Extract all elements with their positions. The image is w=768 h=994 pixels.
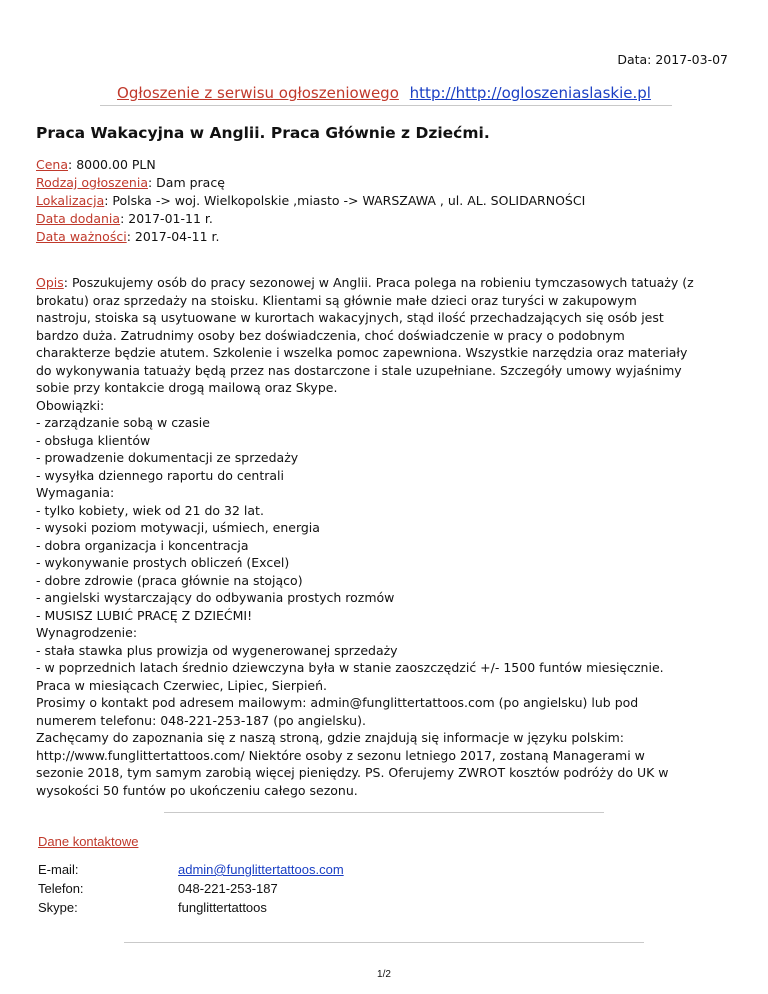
description-line: - tylko kobiety, wiek od 21 do 32 lat. (36, 502, 264, 518)
description-text: : Poszukujemy osób do pracy sezonowej w Anglii. Praca polega na robieniu tymczasowych tatuaży (z (63, 275, 694, 290)
listing-title: Praca Wakacyjna w Anglii. Praca Głównie z Dziećmi. (36, 124, 490, 142)
description-line: do wykonywania tatuaży będą przez nas dostarczone i stale uzupełniane. Szczegóły umowy wyjaśnimy (36, 362, 682, 378)
description-line: - prowadzenie dokumentacji ze sprzedaży (36, 450, 299, 465)
meta-key-type: Rodzaj ogłoszenia (36, 175, 148, 190)
description-line: Wynagrodzenie: (36, 625, 138, 640)
description-line: - angielski wystarczający do odbywania prostych rozmów (36, 590, 395, 605)
meta-value-location: : Polska -> woj. Wielkopolskie ,miasto -> WARSZAWA , ul. AL. SOLIDARNOŚCI (104, 193, 586, 208)
contact-table (38, 860, 344, 917)
print-date: Data: 2017-03-07 (617, 52, 728, 67)
description-line: sobie przy kontakcie drogą mailową oraz Skype. (36, 380, 338, 395)
page-number: 1/2 (377, 969, 391, 980)
listing-description (36, 274, 736, 799)
description-line: - zarządzanie sobą w czasie (36, 415, 210, 430)
description-line: charakterze będzie atutem. Szkolenie i wszelka pomoc zapewniona. Wszystkie narzędzia oraz materiały (36, 345, 688, 360)
contact-row-email (38, 860, 344, 879)
meta-row-price (36, 156, 585, 174)
description-line: nastroju, stoiska są usytuowane w kurortach wakacyjnych, stąd ilość przechadzających się osób jest (36, 310, 664, 325)
description-line: Obowiązki: (36, 397, 105, 413)
meta-row-type (36, 174, 585, 192)
meta-row-added (36, 210, 585, 228)
listing-meta (36, 156, 585, 246)
meta-value-type: : Dam pracę (147, 175, 225, 190)
description-line: - wykonywanie prostych obliczeń (Excel) (36, 555, 290, 570)
description-line: wysokości 50 funtów po ukończeniu całego sezonu. (36, 782, 358, 798)
divider-bottom (124, 942, 644, 943)
description-line: bardzo duża. Zatrudnimy osoby bez doświadczenia, choć doświadczenie w pracy o podobnym (36, 327, 625, 343)
meta-key-added: Data dodania (36, 211, 121, 226)
description-line: Zachęcamy do zapoznania się z naszą stroną, gdzie znajdują się informacje w języku polskim: (36, 730, 624, 745)
source-label: Ogłoszenie z serwisu ogłoszeniowego (117, 84, 399, 102)
description-line: http://www.funglittertattoos.com/ Niektóre osoby z sezonu letniego 2017, zostaną Managerami w (36, 747, 645, 763)
description-line: Praca w miesiącach Czerwiec, Lipiec, Sierpień. (36, 677, 328, 693)
meta-value-price: : 8000.00 PLN (68, 157, 156, 172)
description-key: Opis (36, 275, 64, 290)
source-line (0, 84, 768, 102)
description-line: brokatu) oraz sprzedaży na stoisku. Klientami są głównie małe dzieci oraz turyści w zakupowym (36, 292, 637, 308)
source-link[interactable]: http://http://ogloszeniaslaskie.pl (409, 84, 651, 102)
description-line: - wysyłka dziennego raportu do centrali (36, 467, 284, 483)
contact-section-title: Dane kontaktowe (38, 834, 139, 849)
contact-email-link[interactable]: admin@funglittertattoos.com (178, 862, 344, 877)
description-line: numerem telefonu: 048-221-253-187 (po angielsku). (36, 712, 366, 728)
divider-middle (164, 812, 604, 813)
contact-label-email: E-mail: (38, 862, 79, 877)
contact-label-phone: Telefon: (38, 881, 84, 896)
description-line: - stała stawka plus prowizja od wygenerowanej sprzedaży (36, 642, 398, 658)
contact-phone-value: 048-221-253-187 (178, 881, 278, 896)
description-line: Wymagania: (36, 485, 115, 500)
meta-row-expiry (36, 228, 585, 246)
contact-label-skype: Skype: (38, 900, 78, 915)
description-line: sezonie 2018, tym samym zarobią więcej pieniędzy. PS. Oferujemy ZWROT kosztów podróży do UK w (36, 765, 669, 780)
description-line: - wysoki poziom motywacji, uśmiech, energia (36, 520, 320, 535)
meta-value-added: : 2017-01-11 r. (120, 211, 213, 226)
meta-key-expiry: Data ważności (36, 229, 127, 244)
description-line: - obsługa klientów (36, 432, 151, 448)
meta-value-expiry: : 2017-04-11 r. (126, 229, 220, 244)
description-line: - w poprzednich latach średnio dziewczyna była w stanie zaoszczędzić +/- 1500 funtów miesięcznie. (36, 660, 664, 675)
contact-skype-value: funglittertattoos (178, 900, 267, 915)
description-line: - MUSISZ LUBIĆ PRACĘ Z DZIEĆMI! (36, 607, 253, 623)
description-line: - dobra organizacja i koncentracja (36, 537, 249, 553)
contact-row-skype (38, 898, 344, 917)
divider-top (100, 105, 672, 106)
meta-row-location (36, 192, 585, 210)
description-line (36, 274, 736, 292)
contact-row-phone (38, 879, 344, 898)
meta-key-price: Cena (36, 157, 69, 172)
description-line: - dobre zdrowie (praca głównie na stojąco) (36, 572, 303, 588)
description-line: Prosimy o kontakt pod adresem mailowym: admin@funglittertattoos.com (po angielsku) lub pod (36, 695, 639, 710)
meta-key-location: Lokalizacja (36, 193, 105, 208)
